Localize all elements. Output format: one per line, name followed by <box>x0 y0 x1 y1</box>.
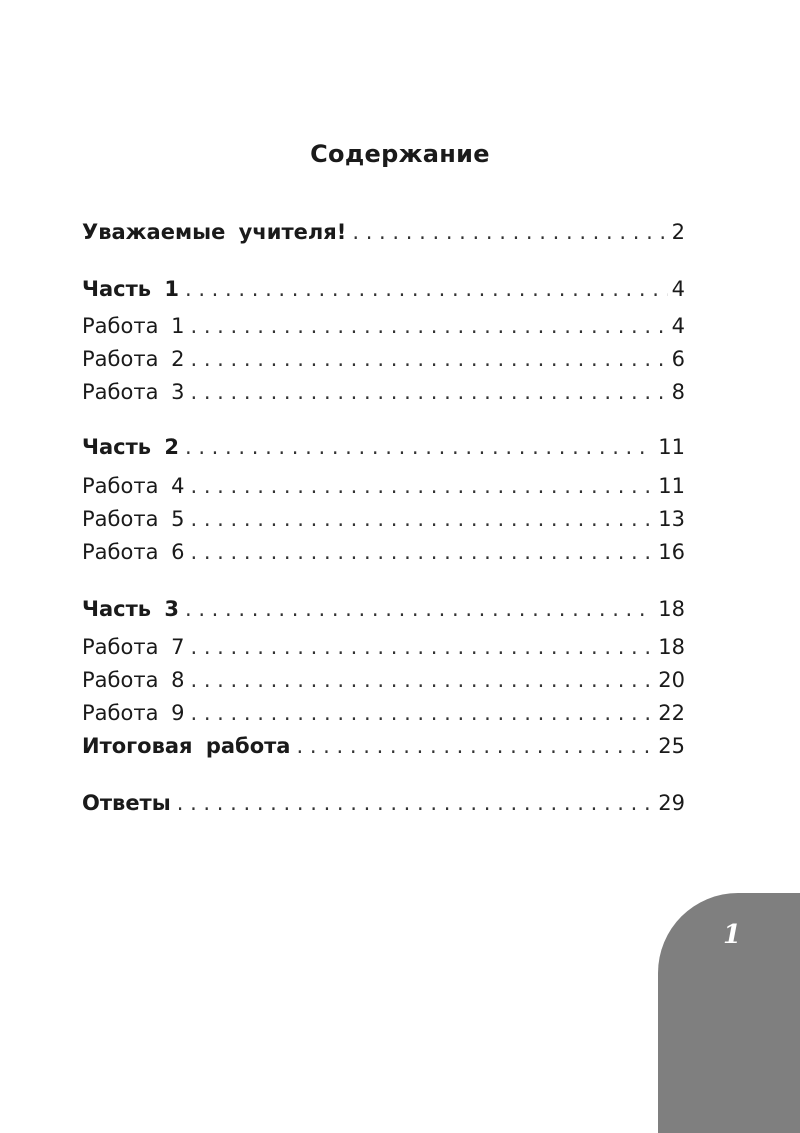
toc-entry-page: 8 <box>671 380 685 404</box>
toc-entry-page: 25 <box>658 734 685 758</box>
dot-leader <box>185 276 668 302</box>
toc-entry-label: Работа 6 <box>82 540 185 564</box>
dot-leader <box>352 219 667 245</box>
toc-entry-label: Работа 4 <box>82 474 185 498</box>
toc-entry-page: 6 <box>671 347 685 371</box>
toc-entry-label: Ответы <box>82 791 171 815</box>
toc-entry[interactable] <box>82 634 685 660</box>
toc-entry[interactable] <box>82 346 685 372</box>
toc-entry-label: Работа 3 <box>82 380 185 404</box>
toc-entry-page: 16 <box>658 540 685 564</box>
toc-entry[interactable] <box>82 506 685 532</box>
toc-entry[interactable] <box>82 473 685 499</box>
toc-entry-page: 4 <box>671 277 685 301</box>
toc-entry-label: Работа 7 <box>82 635 185 659</box>
toc-entry-page: 4 <box>671 314 685 338</box>
dot-leader <box>190 700 654 726</box>
toc-entry-page: 22 <box>658 701 685 725</box>
toc-entry-page: 2 <box>671 220 685 244</box>
toc-entry[interactable] <box>82 313 685 339</box>
toc-entry[interactable] <box>82 733 685 759</box>
toc-entry[interactable] <box>82 434 685 460</box>
toc-entry-label: Часть 3 <box>82 597 179 621</box>
dot-leader <box>190 346 667 372</box>
toc-entry[interactable] <box>82 596 685 622</box>
dot-leader <box>296 733 654 759</box>
toc-entry-page: 13 <box>658 507 685 531</box>
dot-leader <box>185 596 654 622</box>
toc-entry-page: 18 <box>658 635 685 659</box>
dot-leader <box>190 634 654 660</box>
toc-entry-label: Работа 9 <box>82 701 185 725</box>
toc-entry[interactable] <box>82 539 685 565</box>
toc-entry-label: Работа 1 <box>82 314 185 338</box>
page-title: Содержание <box>310 140 490 168</box>
dot-leader <box>190 667 654 693</box>
dot-leader <box>177 790 655 816</box>
toc-entry-label: Уважаемые учителя! <box>82 220 347 244</box>
toc-entry[interactable] <box>82 219 685 245</box>
toc-entry[interactable] <box>82 667 685 693</box>
table-of-contents <box>82 0 685 1000</box>
dot-leader <box>190 506 654 532</box>
toc-entry-page: 18 <box>658 597 685 621</box>
toc-entry[interactable] <box>82 700 685 726</box>
toc-entry-page: 29 <box>658 791 685 815</box>
dot-leader <box>190 313 667 339</box>
toc-entry-label: Часть 2 <box>82 435 179 459</box>
dot-leader <box>185 434 654 460</box>
toc-entry-label: Работа 5 <box>82 507 185 531</box>
dot-leader <box>190 379 667 405</box>
toc-entry-label: Работа 8 <box>82 668 185 692</box>
toc-entry[interactable] <box>82 276 685 302</box>
page-number: 1 <box>722 920 742 950</box>
toc-entry-label: Работа 2 <box>82 347 185 371</box>
toc-entry-page: 11 <box>658 435 685 459</box>
toc-entry-page: 11 <box>658 474 685 498</box>
dot-leader <box>190 539 654 565</box>
toc-entry-label: Часть 1 <box>82 277 179 301</box>
dot-leader <box>190 473 654 499</box>
toc-entry[interactable] <box>82 379 685 405</box>
toc-entry[interactable] <box>82 790 685 816</box>
toc-entry-label: Итоговая работа <box>82 734 291 758</box>
toc-entry-page: 20 <box>658 668 685 692</box>
